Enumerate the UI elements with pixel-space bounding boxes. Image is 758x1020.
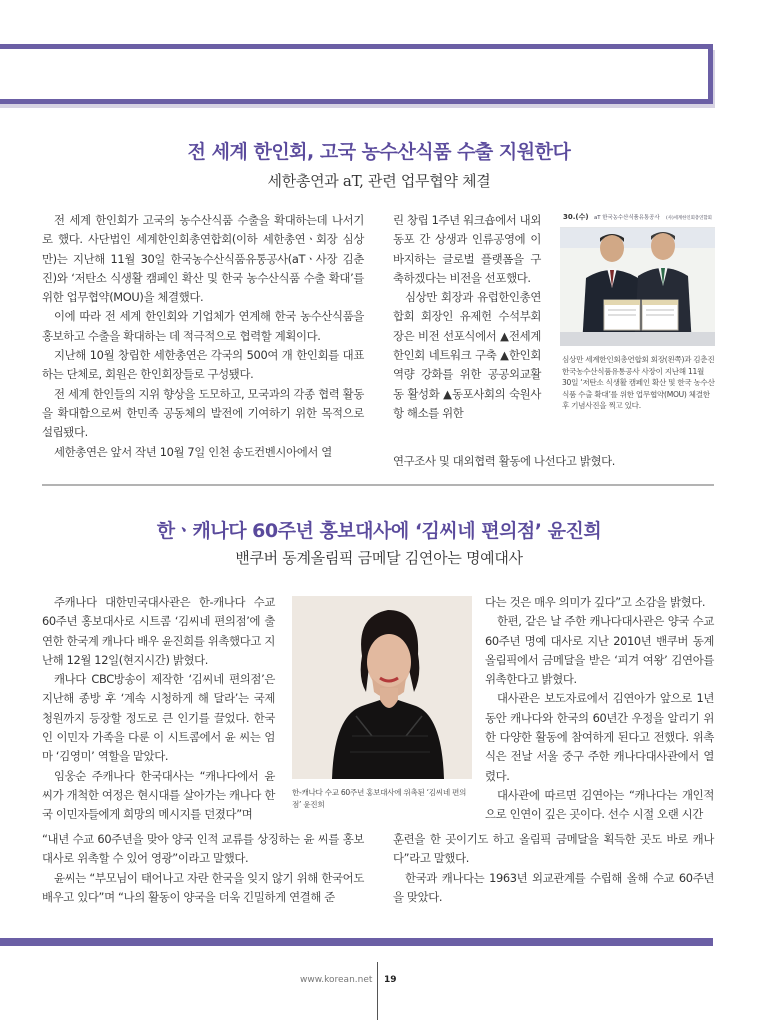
paragraph: 윤씨는 “부모님이 태어나고 자란 한국을 잊지 않기 위해 한국어도 배우고 있다”며 “나의 활동이 양국을 더욱 긴밀하게 연결해 준 <box>42 870 364 904</box>
article2-subheadline: 밴쿠버 동계올림픽 금메달 김연아는 명예대사 <box>235 549 523 567</box>
paragraph: 한국과 캐나다는 1963년 외교관계를 수립해 올해 수교 60주년을 맞았다. <box>393 870 714 904</box>
article1-headline: 전 세계 한인회, 고국 농수산식품 수출 지원한다 <box>187 141 571 163</box>
mou-signing-photo <box>560 208 715 346</box>
paragraph: 전 세계 한인회가 고국의 농수산식품 수출을 확대하는데 나서기로 했다. 사단법인 세계한인회총연합회(이하 세한총연ㆍ회장 심상만)는 지난해 11월 30일 한국농수산식품유통공사(aTㆍ사장 김춘진)와 ‘저탄소 식생활 캠페인 확산 및 한국 농수산식품 수출 확대’를 위한 업무협약(MOU)을 체결했다. <box>42 213 364 305</box>
photo-banner-org1: aT 한국농수산식품유통공사 <box>594 215 660 221</box>
portrait-illustration <box>292 596 472 779</box>
paragraph: 대사관에 따르면 김연아는 “캐나다는 개인적으로 인연이 깊은 곳이다. 선수 시절 오랜 시간 <box>485 787 714 822</box>
article2-headline: 한ㆍ캐나다 60주년 홍보대사에 ‘김씨네 편의점’ 윤진희 <box>156 520 602 542</box>
page-number: 19 <box>384 975 397 985</box>
photo-banner-org2: (사)세계한인회총연합회 <box>666 216 712 221</box>
paragraph: 린 창립 1주년 워크숍에서 내외 동포 간 상생과 인류공영에 이바지하는 글로벌 플랫폼을 구축하겠다는 비전을 선포했다. <box>393 213 541 285</box>
paragraph: 캐나다 CBC방송이 제작한 ‘김씨네 편의점’은 지난해 종방 후 ‘계속 시청하게 해 달라’는 국제 청원까지 등장할 정도로 큰 인기를 끌었다. 한국인 이민자 가족을 다룬 이 시트콤에서 윤 씨는 엄마 ‘김영미’ 역할을 맡았다. <box>42 672 275 764</box>
article2-photo-caption: 한-캐나다 수교 60주년 홍보대사에 위촉된 ‘김씨네 편의점’ 윤진희 <box>292 788 467 809</box>
paragraph: 이에 따라 전 세계 한인회와 기업체가 연계해 한국 농수산식품을 홍보하고 수출을 확대하는 데 적극적으로 협력할 계획이다. <box>42 309 364 343</box>
footer-bar <box>0 938 713 946</box>
paragraph: 한편, 같은 날 주한 캐나다대사관은 양국 수교 60주년 명예 대사로 지난 2010년 밴쿠버 동계올림픽에서 금메달을 받은 ‘피겨 여왕’ 김연아를 위촉한다고 밝혔다. <box>485 614 714 687</box>
yoon-jinhee-portrait <box>292 596 472 779</box>
paragraph: “내년 수교 60주년을 맞아 양국 인적 교류를 상징하는 윤 씨를 홍보대사로 위촉할 수 있어 영광”이라고 말했다. <box>42 832 364 866</box>
article-divider <box>42 484 714 486</box>
article1-photo-caption: 심상만 세계한인회총연합회 회장(왼쪽)과 김춘진 한국농수산식품유통공사 사장이 지난해 11월 30일 ‘저탄소 식생활 캠페인 확산 및 한국 농수산식품 수출 확대’를 위한 업무협약(MOU) 체결한 후 기념사진을 찍고 있다. <box>562 355 715 411</box>
photo-banner-date: 30.(수) <box>563 213 589 221</box>
article1-subheadline: 세한총연과 aT, 관련 업무협약 체결 <box>267 172 491 190</box>
paragraph: 심상만 회장과 유럽한인총연합회 회장인 유제헌 수석부회장은 비전 선포식에서 ▲전세계 한인회 네트워크 구축 ▲한인회 역량 강화를 위한 공공외교활동 활성화 ▲동포사회의 숙원사항 해소를 위한 <box>393 290 541 420</box>
article2-column-2 <box>485 593 714 825</box>
paragraph: 세한총연은 앞서 작년 10월 7일 인천 송도컨벤시아에서 열 <box>54 444 332 459</box>
paragraph: 지난해 10월 창립한 세한총연은 각국의 500여 개 한인회를 대표하는 단체로, 회원은 한인회장들로 구성됐다. <box>42 348 364 382</box>
article1-column-1 <box>42 211 364 462</box>
paragraph: 훈련을 한 곳이기도 하고 올림픽 금메달을 획득한 곳도 바로 캐나다”라고 말했다. <box>393 832 714 866</box>
article1-column-2-last <box>393 452 633 471</box>
paragraph: 주캐나다 대한민국대사관은 한-캐나다 수교 60주년 홍보대사로 시트콤 ‘김씨네 편의점’에 출연한 한국계 캐나다 배우 윤진희를 위촉했다고 지난해 12월 12일(현지시간) 밝혔다. <box>42 595 275 667</box>
paragraph: 연구조사 및 대외협력 활동에 나선다고 밝혔다. <box>393 454 616 468</box>
footer-url: www.korean.net <box>300 975 373 985</box>
article1-column-2 <box>393 211 541 423</box>
paragraph: 다는 것은 매우 의미가 깊다”고 소감을 밝혔다. <box>485 595 706 609</box>
footer-separator <box>377 962 378 1020</box>
article2-column-2-wide <box>393 830 714 907</box>
paragraph: 전 세계 한인들의 지위 향상을 도모하고, 모국과의 각종 협력 활동을 확대함으로써 한민족 공동체의 발전에 기여하기 위한 목적으로 설립됐다. <box>42 386 364 440</box>
header-bar <box>0 44 713 104</box>
paragraph: 대사관은 보도자료에서 김연아가 앞으로 1년 동안 캐나다와 한국의 60년간 우정을 알리기 위한 다양한 활동에 참여하게 된다고 전했다. 위촉식은 전날 서울 중구 주한 캐나다대사관에서 열렸다. <box>485 691 714 783</box>
article2-column-1-wide <box>42 830 364 907</box>
mou-photo-illustration <box>560 208 715 346</box>
article2-column-1 <box>42 593 275 825</box>
paragraph: 임웅순 주캐나다 한국대사는 “캐나다에서 윤 씨가 개척한 여정은 현시대를 살아가는 캐나다 한국 이민자들에게 희망의 메시지를 던졌다”며 <box>42 768 275 822</box>
